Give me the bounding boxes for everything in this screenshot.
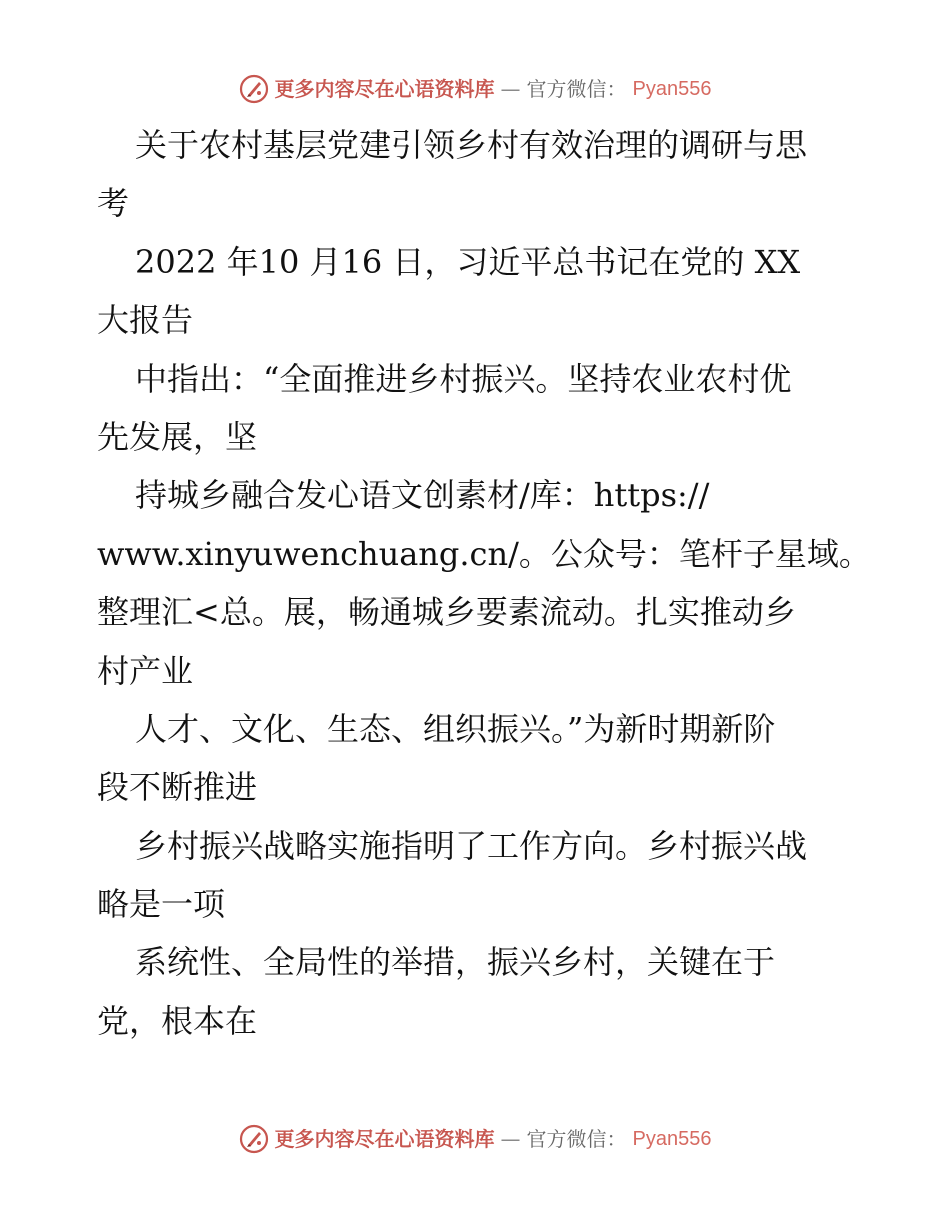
title-line-2: 考 xyxy=(97,184,130,223)
header-wechat-label: 官方微信： xyxy=(526,77,627,101)
paragraph-line: 大报告 xyxy=(97,301,194,340)
footer-banner xyxy=(0,1124,950,1154)
paragraph-line: 先发展，坚 xyxy=(97,417,258,456)
paragraph-line: 整理汇<总。展，畅通城乡要素流动。扎实推动乡 xyxy=(97,593,796,632)
footer-separator: — xyxy=(500,1127,521,1151)
paragraph-line: www.xinyuwenchuang.cn/。公众号：笔杆子星域。 xyxy=(97,534,871,573)
quill-seal-icon xyxy=(239,74,269,104)
paragraph-line: 略是一项 xyxy=(97,885,226,924)
header-brand: 更多内容尽在心语资料库 xyxy=(274,77,495,101)
header-separator: — xyxy=(500,77,521,101)
paragraph-line: 人才、文化、生态、组织振兴。”为新时期新阶 xyxy=(135,709,776,748)
footer-brand: 更多内容尽在心语资料库 xyxy=(274,1127,495,1151)
footer-wechat-label: 官方微信： xyxy=(526,1127,627,1151)
footer-wechat-id: Pyan556 xyxy=(632,1128,712,1150)
paragraph-line: 中指出：“全面推进乡村振兴。坚持农业农村优 xyxy=(135,359,792,398)
paragraph-line: 系统性、全局性的举措，振兴乡村，关键在于 xyxy=(135,943,776,982)
paragraph-line: 2022 年10 月16 日，习近平总书记在党的 XX xyxy=(135,242,801,281)
header-banner xyxy=(0,74,950,104)
document-body xyxy=(97,116,871,1050)
paragraph-line: 乡村振兴战略实施指明了工作方向。乡村振兴战 xyxy=(135,826,808,865)
header-wechat-id: Pyan556 xyxy=(632,78,712,100)
paragraph-line: 持城乡融合发心语文创素材/库：https:// xyxy=(135,476,710,515)
quill-seal-icon xyxy=(239,1124,269,1154)
paragraph-line: 段不断推进 xyxy=(97,768,258,807)
paragraph-line: 村产业 xyxy=(97,651,194,690)
paragraph-line: 党，根本在 xyxy=(97,1001,258,1040)
title-line-1: 关于农村基层党建引领乡村有效治理的调研与思 xyxy=(135,126,808,164)
